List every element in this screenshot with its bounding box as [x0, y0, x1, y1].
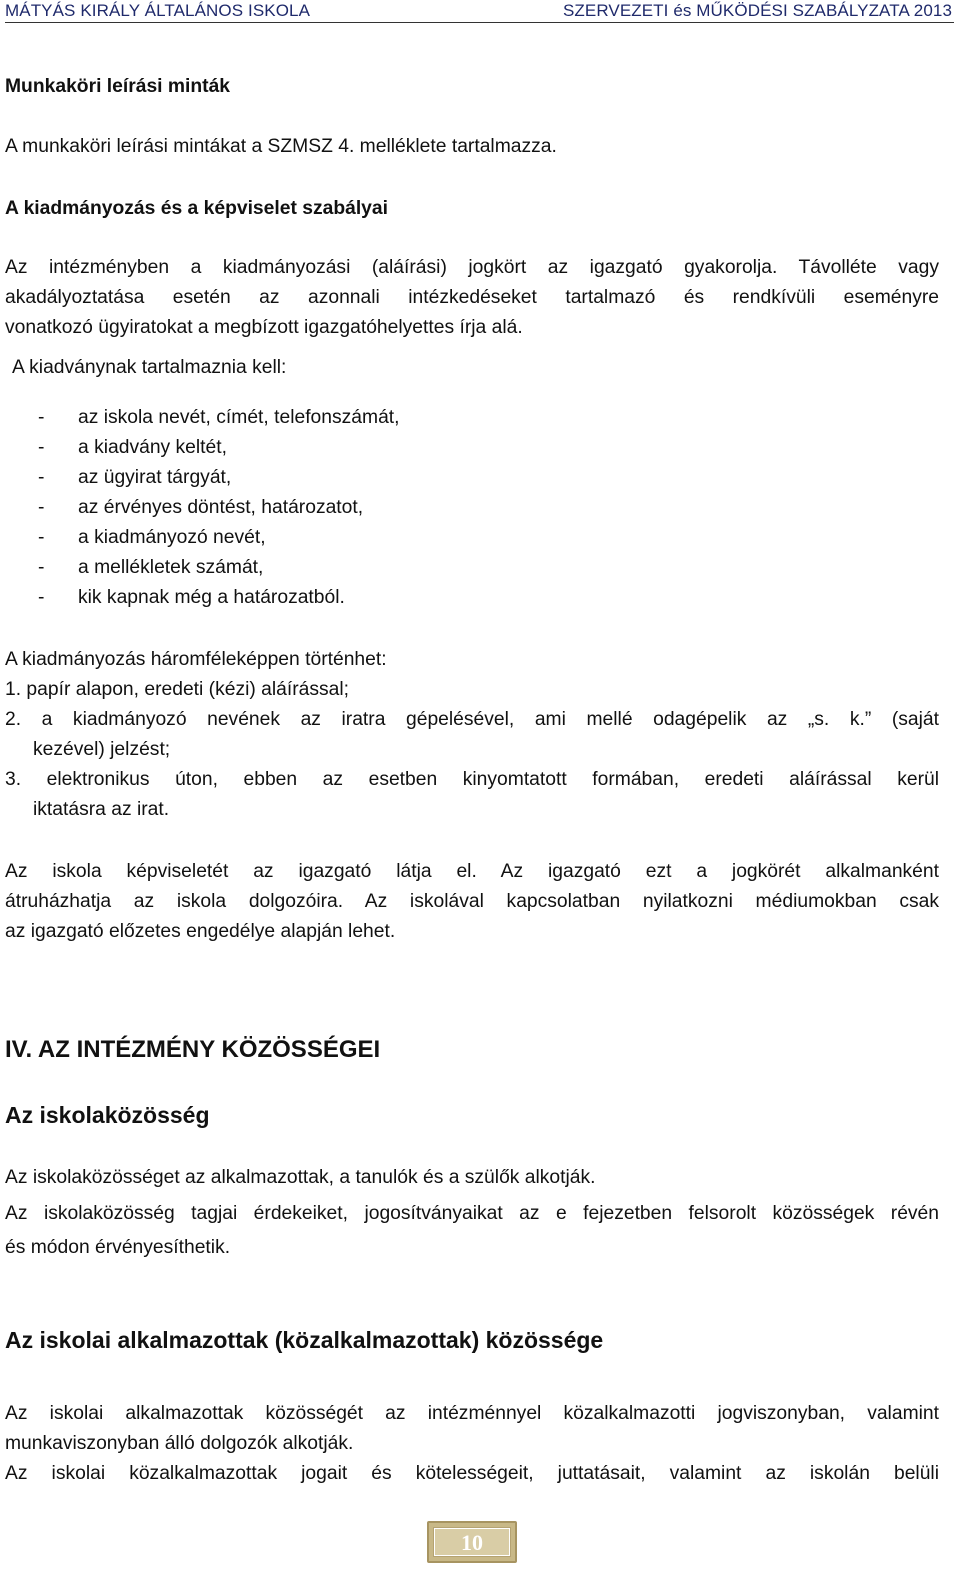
represent-para-line-3: az igazgató előzetes engedélye alapján lehet. — [5, 921, 396, 942]
staff-para-1-line-1: Az iskolai alkalmazottak közösségét az intézménnyel közalkalmazotti jogviszonyban, valamint — [5, 1403, 939, 1424]
document-page: MÁTYÁS KIRÁLY ÁLTALÁNOS ISKOLA SZERVEZETI és MŰKÖDÉSI SZABÁLYZATA 2013 Munkaköri leírási minták A munkaköri leírási mintákat a SZMSZ 4. melléklete tartalmazza. A kiadmányozás és a képviselet szabályai Az intézményben a kiadmányozási (aláírási) jogkört az igazgató gyakorolja. Távolléte vagy akadályoztatása esetén az azonnali intézkedéseket tartalmazó és rendkívüli eseményre vonatkozó ügyiratokat a megbízott igazgatóhelyettes írja alá. A kiadványnak tartalmaznia kell: - az iskola nevét, címét, telefonszámát, - a kiadvány keltét, - az ügyirat tárgyát, - az érvényes döntést, határozatot, - a kiadmányozó nevét, - a mellékletek számát, - kik kapnak még a határozatból. A kiadmányozás háromféleképpen történhet: 1. papír alapon, eredeti (kézi) aláírással; 2. a kiadmányozó nevének az iratra gépelésével, ami mellé odagépelik az „s. k.” (saját kezével) jelzést; 3. elektronikus úton, ebben az esetben kinyomtatott formában, eredeti aláírással kerül iktatásra az irat. Az iskola képviseletét az igazgató látja el. Az igazgató ezt a jogkörét alkalmanként átruházhatja az iskola dolgozóira. Az iskolával kapcsolatban nyilatkozni médiumokban csak az igazgató előzetes engedélye alapján lehet. IV. AZ INTÉZMÉNY KÖZÖSSÉGEI Az iskolaközösség Az iskolaközösséget az alkalmazottak, a tanulók és a szülők alkotják. Az iskolaközösség tagjai érdekeiket, jogosítványaikat az e fejezetben felsorolt közösségek révén és módon érvényesíthetik. Az iskolai alkalmazottak (közalkalmazottak) közössége Az iskolai alkalmazottak közösségét az intézménnyel közalkalmazotti jogviszonyban, valamint munkaviszonyban álló dolgozók alkotják. Az iskolai közalkalmazottak jogait és kötelességeit, juttatásait, valamint az iskolán belüli 10 — [0, 0, 960, 1594]
represent-para-line-2: átruházhatja az iskola dolgozóira. Az iskolával kapcsolatban nyilatkozni médiumokban csak — [5, 891, 939, 912]
list-item-text: az ügyirat tárgyát, — [78, 467, 232, 488]
staff-para-2-line-1: Az iskolai közalkalmazottak jogait és kötelességeit, juttatásait, valamint az iskolán belüli — [5, 1463, 939, 1484]
must-contain-label: A kiadványnak tartalmaznia kell: — [12, 357, 287, 378]
list-item-text: a kiadmányozó nevét, — [78, 527, 266, 548]
way-2-line-1: 2. a kiadmányozó nevének az iratra gépelésével, ami mellé odagépelik az „s. k.” (saját — [5, 709, 939, 730]
way-3-line-1: 3. elektronikus úton, ebben az esetben kinyomtatott formában, eredeti aláírással kerül — [5, 769, 939, 790]
list-item-text: a mellékletek számát, — [78, 557, 264, 578]
job-desc-text: A munkaköri leírási mintákat a SZMSZ 4. melléklete tartalmazza. — [5, 136, 557, 157]
chapter-title: IV. AZ INTÉZMÉNY KÖZÖSSÉGEI — [5, 1036, 381, 1063]
staff-para-1-line-2: munkaviszonyban álló dolgozók alkotják. — [5, 1433, 354, 1454]
signing-para-line-3: vonatkozó ügyiratokat a megbízott igazgatóhelyettes írja alá. — [5, 317, 523, 338]
community-title: Az iskolaközösség — [5, 1102, 210, 1128]
job-desc-title: Munkaköri leírási minták — [5, 76, 231, 97]
list-item-text: az iskola nevét, címét, telefonszámát, — [78, 407, 400, 428]
community-para-2-line-1: Az iskolaközösség tagjai érdekeiket, jogosítványaikat az e fejezetben felsorolt közösségek révén — [5, 1203, 939, 1224]
page-header — [5, 0, 954, 23]
way-1: 1. papír alapon, eredeti (kézi) aláírással; — [5, 679, 350, 700]
page-number-badge — [427, 1521, 517, 1563]
signing-title: A kiadmányozás és a képviselet szabályai — [5, 198, 388, 219]
way-3-line-2: iktatásra az irat. — [33, 799, 170, 820]
ways-intro: A kiadmányozás háromféleképpen történhet: — [5, 649, 387, 670]
page-number: 10 — [434, 1528, 510, 1556]
header-school-name: MÁTYÁS KIRÁLY ÁLTALÁNOS ISKOLA — [5, 1, 311, 20]
community-para-1: Az iskolaközösséget az alkalmazottak, a tanulók és a szülők alkotják. — [5, 1167, 596, 1188]
staff-title: Az iskolai alkalmazottak (közalkalmazottak) közössége — [5, 1327, 604, 1353]
list-item-text: kik kapnak még a határozatból. — [78, 587, 345, 608]
list-item-text: az érvényes döntést, határozatot, — [78, 497, 364, 518]
list-item-text: a kiadvány keltét, — [78, 437, 227, 458]
header-document-title: SZERVEZETI és MŰKÖDÉSI SZABÁLYZATA 2013 — [562, 1, 952, 20]
represent-para-line-1: Az iskola képviseletét az igazgató látja el. Az igazgató ezt a jogkörét alkalmanként — [5, 861, 939, 882]
way-2-line-2: kezével) jelzést; — [33, 739, 171, 760]
signing-para-line-1: Az intézményben a kiadmányozási (aláírási) jogkört az igazgató gyakorolja. Távolléte vagy — [5, 257, 939, 278]
signing-para-line-2: akadályoztatása esetén az azonnali intézkedéseket tartalmazó és rendkívüli eseményre — [5, 287, 939, 308]
community-para-2-line-2: és módon érvényesíthetik. — [5, 1237, 231, 1258]
